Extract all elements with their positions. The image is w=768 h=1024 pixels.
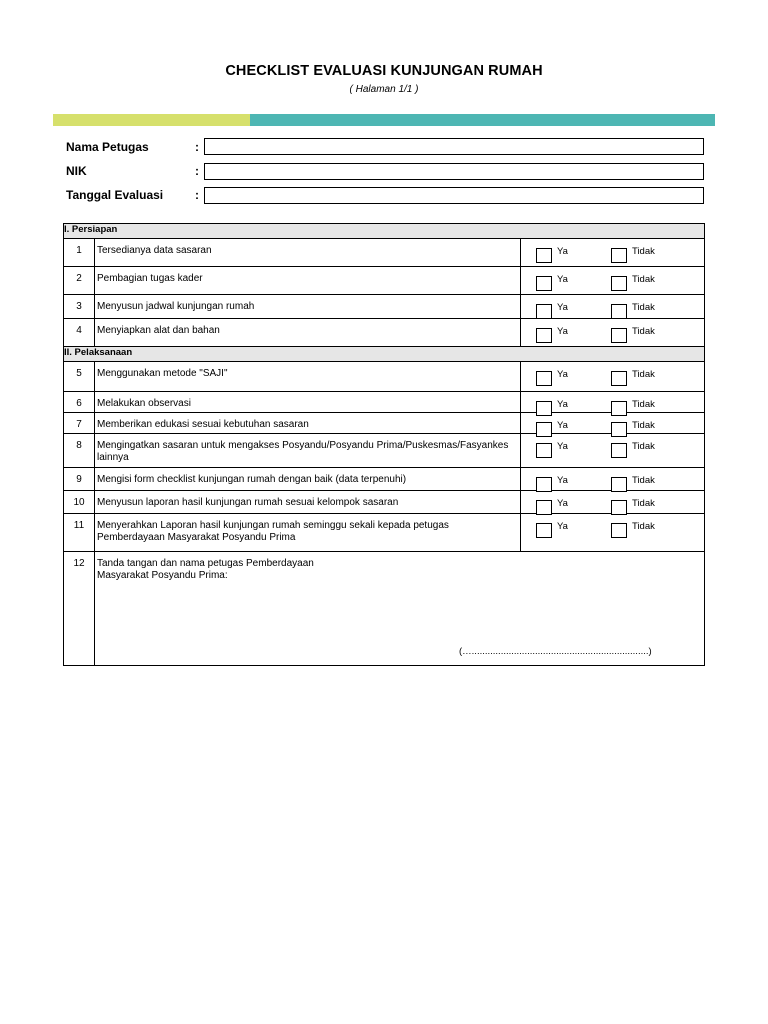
tidak-checkbox[interactable] [611,371,627,386]
tidak-checkbox[interactable] [611,328,627,343]
signature-row [64,552,705,666]
field-nik-colon: : [195,164,199,178]
item-text: Tersedianya data sasaran [95,239,521,267]
item-text: Melakukan observasi [95,392,521,413]
answer-cell [521,267,705,295]
item-text: Mengisi form checklist kunjungan rumah dengan baik (data terpenuhi) [95,468,521,491]
tidak-checkbox[interactable] [611,304,627,319]
item-text: Menyiapkan alat dan bahan [95,319,521,347]
item-number: 8 [64,434,95,468]
ya-label: Ya [557,441,568,452]
ya-label: Ya [557,274,568,285]
field-tanggal-label: Tanggal Evaluasi [66,188,164,202]
accent-bar-right [250,114,715,126]
answer-cell [521,392,705,413]
checklist-row [64,468,705,491]
item-text: Menyusun jadwal kunjungan rumah [95,295,521,319]
answer-cell [521,362,705,392]
section-title: II. Pelaksanaan [64,347,705,362]
answer-cell [521,295,705,319]
ya-label: Ya [557,399,568,410]
checklist-row [64,295,705,319]
accent-bar-left [53,114,250,126]
answer-cell [521,514,705,552]
ya-label: Ya [557,326,568,337]
item-number: 6 [64,392,95,413]
tidak-label: Tidak [632,441,655,452]
tidak-label: Tidak [632,399,655,410]
checklist-row [64,267,705,295]
ya-label: Ya [557,302,568,313]
section-title: I. Persiapan [64,224,705,239]
checklist-row [64,491,705,514]
checklist-row [64,239,705,267]
ya-checkbox[interactable] [536,328,552,343]
item-text: Pembagian tugas kader [95,267,521,295]
item-text: Memberikan edukasi sesuai kebutuhan sasaran [95,413,521,434]
signature-cell[interactable] [95,552,705,666]
tidak-label: Tidak [632,420,655,431]
checklist-row [64,413,705,434]
tidak-checkbox[interactable] [611,523,627,538]
item-text: Mengingatkan sasaran untuk mengakses Posyandu/Posyandu Prima/Puskesmas/Fasyankes lainnya [95,434,521,468]
tidak-checkbox[interactable] [611,443,627,458]
answer-cell [521,319,705,347]
item-number: 7 [64,413,95,434]
field-nik-input[interactable] [204,163,704,180]
ya-checkbox[interactable] [536,276,552,291]
item-text: Menggunakan metode "SAJI" [95,362,521,392]
item-number: 11 [64,514,95,552]
item-number: 12 [64,552,95,666]
item-text: Menyusun laporan hasil kunjungan rumah sesuai kelompok sasaran [95,491,521,514]
checklist-row [64,434,705,468]
tidak-label: Tidak [632,475,655,486]
ya-checkbox[interactable] [536,248,552,263]
checklist-row [64,319,705,347]
field-tanggal-colon: : [195,188,199,202]
item-number: 1 [64,239,95,267]
checklist-table [63,223,705,666]
ya-checkbox[interactable] [536,304,552,319]
field-nik-label: NIK [66,164,87,178]
ya-label: Ya [557,246,568,257]
tidak-label: Tidak [632,246,655,257]
tidak-checkbox[interactable] [611,248,627,263]
ya-label: Ya [557,420,568,431]
ya-label: Ya [557,475,568,486]
item-text: Menyerahkan Laporan hasil kunjungan rumah seminggu sekali kepada petugas Pemberdayaan Masyarakat Posyandu Prima [95,514,521,552]
page-subtitle: ( Halaman 1/1 ) [349,84,419,95]
field-nama-petugas-input[interactable] [204,138,704,155]
answer-cell [521,468,705,491]
item-number: 10 [64,491,95,514]
answer-cell [521,413,705,434]
item-number: 4 [64,319,95,347]
tidak-label: Tidak [632,274,655,285]
page-title: CHECKLIST EVALUASI KUNJUNGAN RUMAH [225,63,543,79]
answer-cell [521,491,705,514]
tidak-checkbox[interactable] [611,276,627,291]
tidak-label: Tidak [632,369,655,380]
checklist-row [64,514,705,552]
tidak-label: Tidak [632,521,655,532]
tidak-label: Tidak [632,326,655,337]
ya-checkbox[interactable] [536,443,552,458]
signature-line: (…...................................................................) [459,646,652,657]
answer-cell [521,434,705,468]
ya-checkbox[interactable] [536,371,552,386]
tidak-label: Tidak [632,302,655,313]
signature-instruction: Tanda tangan dan nama petugas Pemberdayaan Masyarakat Posyandu Prima: [97,558,314,581]
field-nama-petugas-colon: : [195,140,199,154]
ya-label: Ya [557,521,568,532]
ya-label: Ya [557,369,568,380]
ya-label: Ya [557,498,568,509]
ya-checkbox[interactable] [536,523,552,538]
section-header [64,347,705,362]
checklist-row [64,392,705,413]
answer-cell [521,239,705,267]
item-number: 3 [64,295,95,319]
checklist-row [64,362,705,392]
section-header [64,224,705,239]
field-tanggal-input[interactable] [204,187,704,204]
item-number: 2 [64,267,95,295]
tidak-label: Tidak [632,498,655,509]
field-nama-petugas-label: Nama Petugas [66,140,149,154]
item-number: 9 [64,468,95,491]
item-number: 5 [64,362,95,392]
